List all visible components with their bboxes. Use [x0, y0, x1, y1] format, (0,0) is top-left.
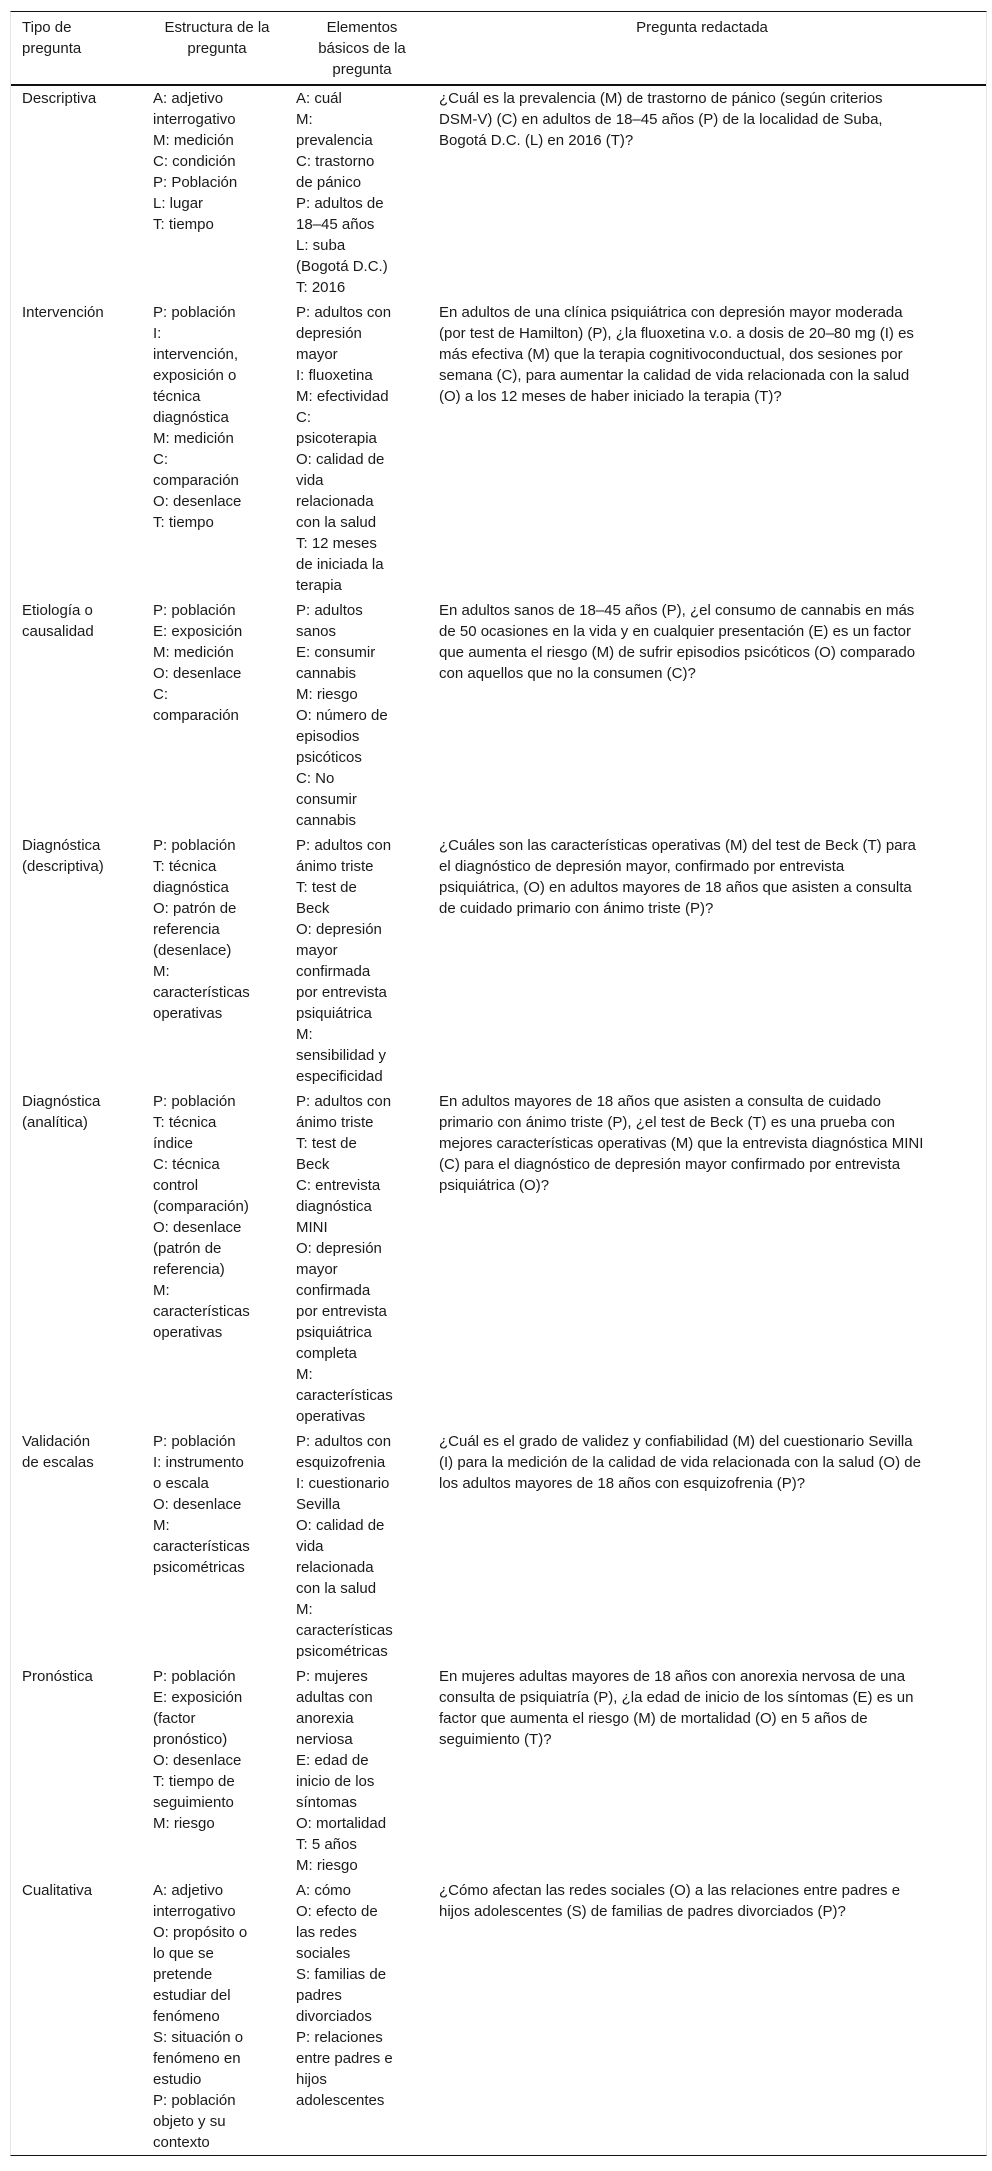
cell-text-line: vida: [296, 1538, 324, 1555]
cell-text-line: contexto: [153, 2134, 210, 2151]
cell-text-line: Tipo de: [22, 19, 72, 36]
cell-text-line: O: calidad de: [296, 1517, 385, 1534]
table-body: [11, 86, 986, 2155]
cell-text-line: confirmada: [296, 1282, 371, 1299]
cell-text-line: MINI: [296, 1219, 328, 1236]
cell-text-line: E: exposición: [153, 1689, 243, 1706]
cell-text-line: objeto y su: [153, 2113, 226, 2130]
cell-text-line: O: depresión: [296, 1240, 382, 1257]
cell-elementos: [296, 1091, 439, 1427]
cell-text-line: T: técnica: [153, 1114, 217, 1131]
cell-text-line: referencia: [153, 921, 220, 938]
cell-estructura: [153, 1666, 296, 1876]
cell-elementos: [296, 835, 439, 1087]
cell-text-line: P: población: [153, 304, 236, 321]
cell-text-line: operativas: [296, 1408, 366, 1425]
cell-estructura: [153, 1880, 296, 2153]
cell-text-line: T: 12 meses: [296, 535, 377, 552]
cell-text-line: primario con ánimo triste (P), ¿el test de Beck (T) es una prueba con: [439, 1114, 896, 1131]
cell-text-line: Estructura de la: [164, 19, 270, 36]
cell-text-line: de escalas: [22, 1454, 94, 1471]
cell-text-line: P: adultos con: [296, 1433, 392, 1450]
cell-text-line: C: trastorno: [296, 153, 375, 170]
cell-text-line: cannabis: [296, 665, 357, 682]
cell-text-line: P: población: [153, 602, 236, 619]
cell-pregunta: [439, 1091, 979, 1427]
cell-elementos: [296, 600, 439, 831]
cell-text-line: técnica: [153, 388, 201, 405]
cell-text-line: P: adultos con: [296, 837, 392, 854]
cell-text-line: psicométricas: [296, 1643, 388, 1660]
cell-text-line: hijos adolescentes (S) de familias de padres divorciados (P)?: [439, 1903, 846, 1920]
cell-text-line: T: tiempo: [153, 216, 214, 233]
cell-text-line: O: calidad de: [296, 451, 385, 468]
cell-text-line: C: técnica: [153, 1156, 220, 1173]
header-pregunta: [432, 17, 972, 80]
cell-text-line: ¿Cuál es el grado de validez y confiabilidad (M) del cuestionario Sevilla: [439, 1433, 913, 1450]
cell-estructura: [153, 1431, 296, 1662]
cell-pregunta: [439, 1880, 979, 2153]
cell-text-line: ¿Cuál es la prevalencia (M) de trastorno de pánico (según criterios: [439, 90, 883, 107]
cell-text-line: síntomas: [296, 1794, 357, 1811]
cell-text-line: L: lugar: [153, 195, 204, 212]
cell-text-line: operativas: [153, 1324, 223, 1341]
cell-text-line: exposición o: [153, 367, 237, 384]
header-elementos: [292, 17, 432, 80]
cell-text-line: con la salud: [296, 1580, 377, 1597]
cell-text-line: E: exposición: [153, 623, 243, 640]
cell-text-line: pronóstico): [153, 1731, 228, 1748]
cell-text-line: comparación: [153, 707, 239, 724]
cell-text-line: de cuidado primario con ánimo triste (P)?: [439, 900, 714, 917]
cell-text-line: con aquellos que no la consumen (C)?: [439, 665, 696, 682]
cell-text-line: diagnóstica: [296, 1198, 372, 1215]
cell-text-line: adultas con: [296, 1689, 373, 1706]
cell-text-line: A: cuál: [296, 90, 342, 107]
cell-text-line: cannabis: [296, 812, 357, 829]
cell-text-line: S: situación o: [153, 2029, 244, 2046]
cell-text-line: O: desenlace: [153, 665, 242, 682]
cell-text-line: Pregunta redactada: [636, 19, 768, 36]
cell-elementos: [296, 1431, 439, 1662]
cell-text-line: de pánico: [296, 174, 362, 191]
cell-text-line: por entrevista: [296, 984, 387, 1001]
cell-text-line: T: test de: [296, 1135, 357, 1152]
cell-text-line: relacionada: [296, 1559, 374, 1576]
cell-text-line: (patrón de: [153, 1240, 222, 1257]
cell-text-line: E: edad de: [296, 1752, 369, 1769]
cell-text-line: lo que se: [153, 1945, 214, 1962]
cell-text-line: vida: [296, 472, 324, 489]
cell-text-line: psicóticos: [296, 749, 362, 766]
cell-text-line: Descriptiva: [22, 90, 97, 107]
cell-text-line: mayor: [296, 346, 338, 363]
cell-text-line: 18–45 años: [296, 216, 375, 233]
cell-tipo: [22, 1091, 153, 1427]
cell-text-line: P: población: [153, 2092, 236, 2109]
cell-text-line: P: adultos de: [296, 195, 384, 212]
cell-pregunta: [439, 1666, 979, 1876]
cell-text-line: En adultos mayores de 18 años que asisten a consulta de cuidado: [439, 1093, 881, 1110]
cell-text-line: T: tiempo de: [153, 1773, 235, 1790]
cell-text-line: (C) para el diagnóstico de depresión mayor confirmado por entrevista: [439, 1156, 901, 1173]
table-row: [11, 1089, 986, 1429]
cell-text-line: causalidad: [22, 623, 94, 640]
cell-text-line: I: fluoxetina: [296, 367, 373, 384]
cell-text-line: completa: [296, 1345, 357, 1362]
cell-pregunta: [439, 88, 979, 298]
cell-text-line: I: cuestionario: [296, 1475, 390, 1492]
cell-tipo: [22, 88, 153, 298]
cell-text-line: M: efectividad: [296, 388, 389, 405]
cell-text-line: fenómeno en: [153, 2050, 241, 2067]
cell-text-line: interrogativo: [153, 1903, 236, 1920]
cell-text-line: nerviosa: [296, 1731, 353, 1748]
cell-text-line: (por test de Hamilton) (P), ¿la fluoxetina v.o. a dosis de 20–80 mg (I) es: [439, 325, 914, 342]
cell-tipo: [22, 302, 153, 596]
cell-text-line: padres: [296, 1987, 342, 2004]
cell-text-line: En mujeres adultas mayores de 18 años con anorexia nervosa de una: [439, 1668, 906, 1685]
cell-text-line: hijos: [296, 2071, 327, 2088]
cell-estructura: [153, 88, 296, 298]
cell-text-line: (desenlace): [153, 942, 232, 959]
cell-text-line: adolescentes: [296, 2092, 385, 2109]
cell-text-line: mejores características operativas (M) que la entrevista diagnóstica MINI: [439, 1135, 924, 1152]
cell-text-line: En adultos sanos de 18–45 años (P), ¿el consumo de cannabis en más: [439, 602, 915, 619]
cell-text-line: fenómeno: [153, 2008, 220, 2025]
table-row: [11, 1878, 986, 2155]
cell-text-line: P: adultos con: [296, 304, 392, 321]
cell-text-line: T: 2016: [296, 279, 346, 296]
cell-text-line: O: número de: [296, 707, 388, 724]
cell-text-line: P: población: [153, 1668, 236, 1685]
cell-text-line: M:: [296, 1366, 313, 1383]
cell-text-line: psiquiátrica (O)?: [439, 1177, 550, 1194]
cell-text-line: depresión: [296, 325, 362, 342]
cell-text-line: P: población: [153, 1093, 236, 1110]
cell-estructura: [153, 302, 296, 596]
cell-text-line: T: técnica: [153, 858, 217, 875]
cell-text-line: prevalencia: [296, 132, 373, 149]
cell-text-line: relacionada: [296, 493, 374, 510]
cell-text-line: (O) a los 12 meses de haber iniciado la terapia (T)?: [439, 388, 782, 405]
cell-text-line: M: medición: [153, 430, 234, 447]
cell-text-line: básicos de la: [318, 40, 406, 57]
cell-text-line: P: población: [153, 1433, 236, 1450]
cell-text-line: C: condición: [153, 153, 236, 170]
cell-text-line: Elementos: [326, 19, 398, 36]
cell-text-line: P: población: [153, 837, 236, 854]
cell-text-line: O: desenlace: [153, 1752, 242, 1769]
cell-text-line: psiquiátrica: [296, 1324, 372, 1341]
cell-text-line: O: desenlace: [153, 493, 242, 510]
cell-text-line: DSM-V) (C) en adultos de 18–45 años (P) de la localidad de Suba,: [439, 111, 883, 128]
cell-text-line: Sevilla: [296, 1496, 341, 1513]
cell-text-line: ánimo triste: [296, 1114, 374, 1131]
cell-text-line: P: mujeres: [296, 1668, 368, 1685]
cell-text-line: Bogotá D.C. (L) en 2016 (T)?: [439, 132, 634, 149]
cell-text-line: características: [153, 984, 250, 1001]
cell-text-line: características: [153, 1303, 250, 1320]
cell-text-line: O: propósito o: [153, 1924, 248, 1941]
cell-text-line: P: Población: [153, 174, 238, 191]
cell-text-line: diagnóstica: [153, 409, 229, 426]
cell-text-line: ¿Cuáles son las características operativas (M) del test de Beck (T) para: [439, 837, 916, 854]
cell-text-line: O: depresión: [296, 921, 382, 938]
cell-text-line: M:: [296, 111, 313, 128]
cell-text-line: M: medición: [153, 132, 234, 149]
cell-text-line: diagnóstica: [153, 879, 229, 896]
cell-text-line: En adultos de una clínica psiquiátrica con depresión mayor moderada: [439, 304, 903, 321]
cell-estructura: [153, 600, 296, 831]
cell-text-line: M:: [153, 1517, 170, 1534]
cell-text-line: A: adjetivo: [153, 1882, 224, 1899]
cell-text-line: por entrevista: [296, 1303, 387, 1320]
cell-tipo: [22, 1666, 153, 1876]
cell-text-line: seguimiento (T)?: [439, 1731, 552, 1748]
table-header-row: [11, 12, 986, 86]
cell-tipo: [22, 1880, 153, 2153]
table-row: [11, 1664, 986, 1878]
cell-text-line: pregunta: [22, 40, 82, 57]
cell-text-line: A: cómo: [296, 1882, 352, 1899]
cell-text-line: M:: [296, 1026, 313, 1043]
cell-text-line: M: riesgo: [296, 686, 358, 703]
cell-text-line: S: familias de: [296, 1966, 387, 1983]
cell-text-line: M: riesgo: [296, 1857, 358, 1874]
cell-text-line: Diagnóstica: [22, 837, 101, 854]
cell-text-line: pregunta: [332, 61, 392, 78]
cell-text-line: entre padres e: [296, 2050, 393, 2067]
cell-text-line: sociales: [296, 1945, 351, 1962]
table-row: [11, 1429, 986, 1664]
cell-text-line: C:: [296, 409, 311, 426]
cell-text-line: (Bogotá D.C.): [296, 258, 388, 275]
cell-pregunta: [439, 835, 979, 1087]
cell-elementos: [296, 1880, 439, 2153]
cell-text-line: Cualitativa: [22, 1882, 93, 1899]
cell-text-line: confirmada: [296, 963, 371, 980]
cell-text-line: C:: [153, 686, 168, 703]
cell-text-line: (factor: [153, 1710, 196, 1727]
cell-text-line: control: [153, 1177, 199, 1194]
cell-text-line: M:: [296, 1601, 313, 1618]
cell-text-line: consumir: [296, 791, 357, 808]
cell-text-line: más efectiva (M) que la terapia cognitivoconductual, dos sesiones por: [439, 346, 903, 363]
table-row: [11, 833, 986, 1089]
cell-text-line: A: adjetivo: [153, 90, 224, 107]
cell-text-line: comparación: [153, 472, 239, 489]
cell-text-line: O: desenlace: [153, 1219, 242, 1236]
cell-text-line: interrogativo: [153, 111, 236, 128]
cell-text-line: (descriptiva): [22, 858, 104, 875]
cell-estructura: [153, 835, 296, 1087]
cell-text-line: P: adultos: [296, 602, 363, 619]
cell-text-line: seguimiento: [153, 1794, 234, 1811]
cell-text-line: L: suba: [296, 237, 346, 254]
cell-text-line: M:: [153, 963, 170, 980]
question-types-table: [10, 11, 987, 2156]
cell-text-line: inicio de los: [296, 1773, 375, 1790]
cell-text-line: estudiar del: [153, 1987, 231, 2004]
cell-text-line: sanos: [296, 623, 337, 640]
cell-text-line: características: [296, 1622, 393, 1639]
cell-text-line: características: [153, 1538, 250, 1555]
cell-text-line: pretende: [153, 1966, 213, 1983]
cell-text-line: divorciados: [296, 2008, 372, 2025]
cell-text-line: referencia): [153, 1261, 225, 1278]
cell-text-line: mayor: [296, 942, 338, 959]
cell-text-line: M:: [153, 1282, 170, 1299]
cell-text-line: de iniciada la: [296, 556, 384, 573]
cell-text-line: estudio: [153, 2071, 202, 2088]
cell-text-line: T: 5 años: [296, 1836, 357, 1853]
cell-text-line: con la salud: [296, 514, 377, 531]
cell-text-line: C: No: [296, 770, 335, 787]
cell-text-line: P: relaciones: [296, 2029, 383, 2046]
cell-text-line: O: mortalidad: [296, 1815, 387, 1832]
cell-elementos: [296, 1666, 439, 1876]
cell-text-line: (comparación): [153, 1198, 249, 1215]
cell-text-line: índice: [153, 1135, 194, 1152]
cell-text-line: Pronóstica: [22, 1668, 93, 1685]
cell-text-line: T: test de: [296, 879, 357, 896]
cell-text-line: ¿Cómo afectan las redes sociales (O) a las relaciones entre padres e: [439, 1882, 901, 1899]
cell-tipo: [22, 835, 153, 1087]
cell-text-line: Beck: [296, 1156, 330, 1173]
cell-elementos: [296, 88, 439, 298]
cell-text-line: episodios: [296, 728, 360, 745]
table-row: [11, 598, 986, 833]
cell-text-line: intervención,: [153, 346, 239, 363]
cell-text-line: psiquiátrica: [296, 1005, 372, 1022]
cell-text-line: (I) para la medición de la calidad de vida relacionada con la salud (O) de: [439, 1454, 921, 1471]
cell-text-line: M: medición: [153, 644, 234, 661]
cell-text-line: anorexia: [296, 1710, 354, 1727]
cell-tipo: [22, 1431, 153, 1662]
cell-tipo: [22, 600, 153, 831]
cell-text-line: O: patrón de: [153, 900, 237, 917]
cell-elementos: [296, 302, 439, 596]
cell-text-line: los adultos mayores de 18 años con esquizofrenia (P)?: [439, 1475, 806, 1492]
cell-pregunta: [439, 1431, 979, 1662]
cell-text-line: sensibilidad y: [296, 1047, 387, 1064]
cell-text-line: o escala: [153, 1475, 209, 1492]
header-estructura: [142, 17, 292, 80]
cell-text-line: características: [296, 1387, 393, 1404]
table-row: [11, 86, 986, 300]
cell-text-line: el diagnóstico de depresión mayor, confirmado por entrevista: [439, 858, 845, 875]
cell-text-line: P: adultos con: [296, 1093, 392, 1110]
cell-text-line: factor que aumenta el riesgo (M) de mortalidad (O) en 5 años de: [439, 1710, 868, 1727]
cell-text-line: I:: [153, 325, 162, 342]
cell-text-line: psicométricas: [153, 1559, 245, 1576]
cell-text-line: I: instrumento: [153, 1454, 244, 1471]
cell-text-line: las redes: [296, 1924, 357, 1941]
cell-pregunta: [439, 302, 979, 596]
cell-text-line: especificidad: [296, 1068, 383, 1085]
cell-text-line: C: entrevista: [296, 1177, 381, 1194]
cell-text-line: psicoterapia: [296, 430, 377, 447]
cell-text-line: Etiología o: [22, 602, 93, 619]
cell-text-line: Beck: [296, 900, 330, 917]
header-tipo: [22, 17, 153, 80]
cell-text-line: psiquiátrica, (O) en adultos mayores de 18 años que asisten a consulta: [439, 879, 912, 896]
cell-text-line: esquizofrenia: [296, 1454, 386, 1471]
cell-text-line: mayor: [296, 1261, 338, 1278]
cell-text-line: que aumenta el riesgo (M) de sufrir episodios psicóticos (O) comparado: [439, 644, 916, 661]
cell-text-line: T: tiempo: [153, 514, 214, 531]
cell-text-line: C:: [153, 451, 168, 468]
cell-text-line: operativas: [153, 1005, 223, 1022]
cell-text-line: O: desenlace: [153, 1496, 242, 1513]
cell-text-line: semana (C), para aumentar la calidad de vida relacionada con la salud: [439, 367, 910, 384]
cell-text-line: O: efecto de: [296, 1903, 378, 1920]
cell-text-line: E: consumir: [296, 644, 376, 661]
cell-text-line: Intervención: [22, 304, 104, 321]
cell-text-line: M: riesgo: [153, 1815, 215, 1832]
cell-text-line: pregunta: [187, 40, 247, 57]
cell-text-line: consulta de psiquiatría (P), ¿la edad de inicio de los síntomas (E) es un: [439, 1689, 914, 1706]
cell-text-line: Validación: [22, 1433, 91, 1450]
cell-text-line: de 50 ocasiones en la vida y en cualquier presentación (E) es un factor: [439, 623, 911, 640]
cell-estructura: [153, 1091, 296, 1427]
cell-text-line: (analítica): [22, 1114, 88, 1131]
table-row: [11, 300, 986, 598]
cell-text-line: terapia: [296, 577, 342, 594]
cell-text-line: ánimo triste: [296, 858, 374, 875]
cell-text-line: Diagnóstica: [22, 1093, 101, 1110]
cell-pregunta: [439, 600, 979, 831]
